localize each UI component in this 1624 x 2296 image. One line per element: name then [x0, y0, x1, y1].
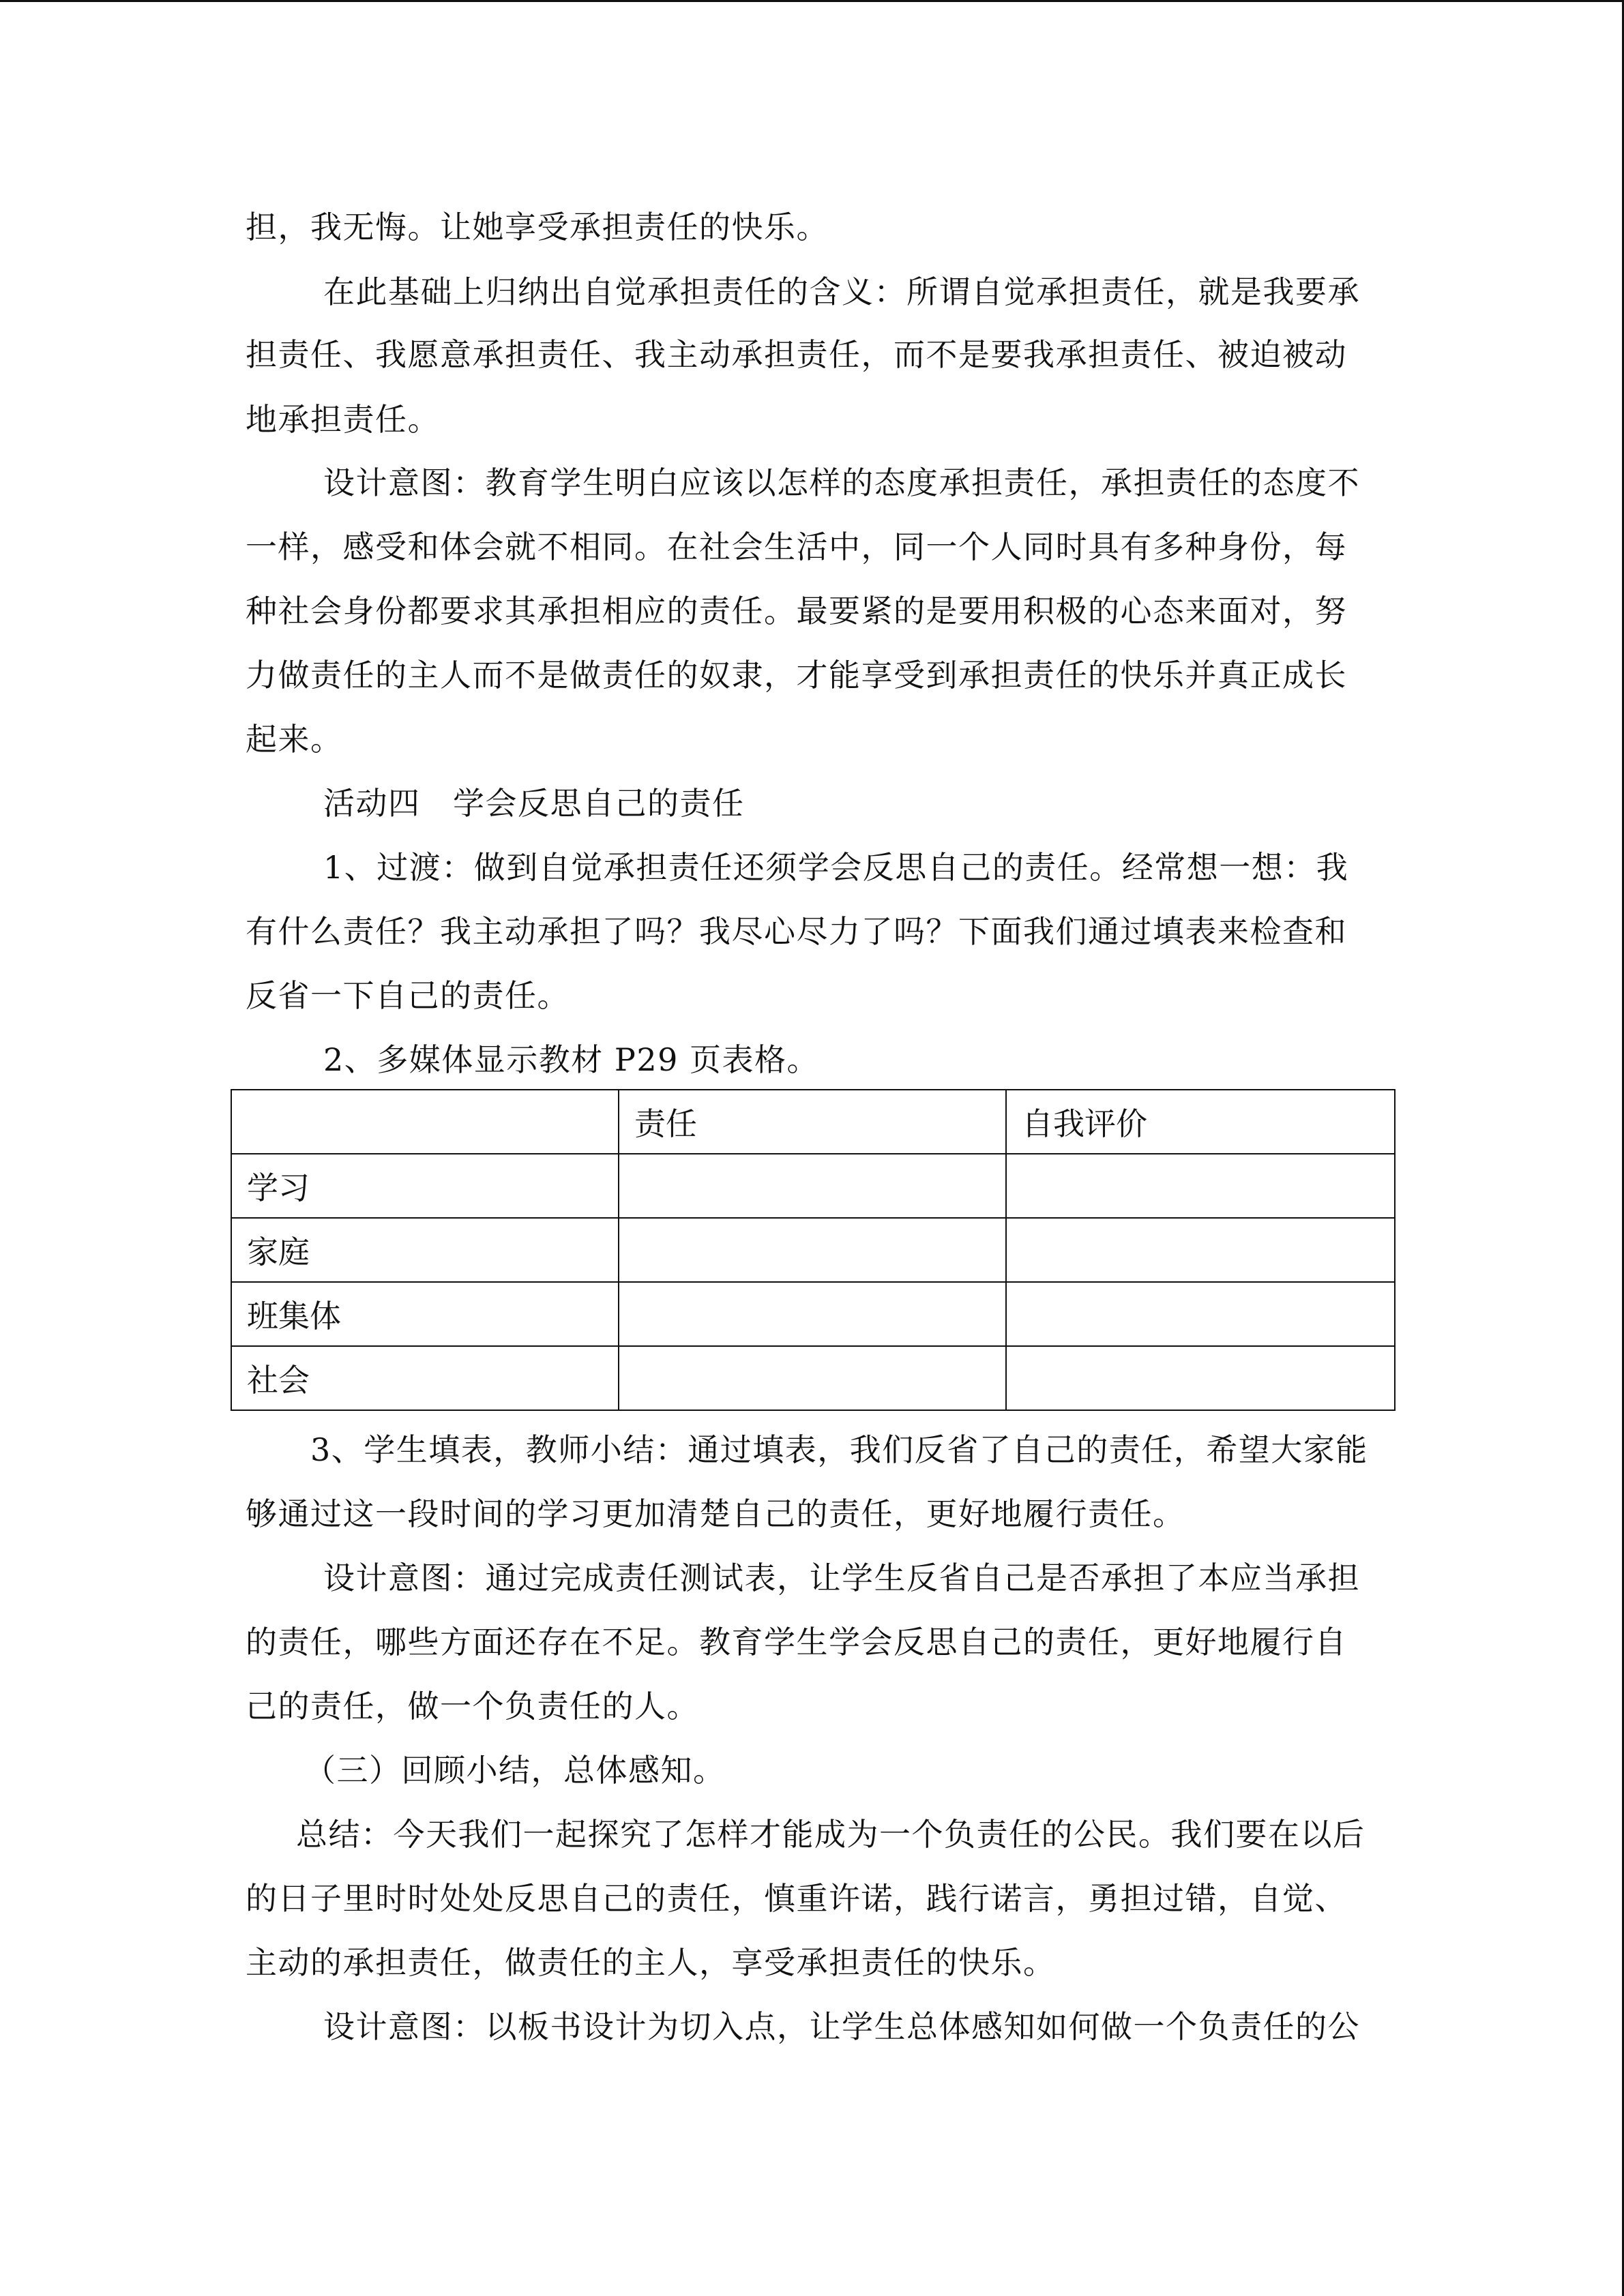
paragraph-line: 己的责任，做一个负责任的人。	[246, 1688, 699, 1725]
table-cell	[1006, 1282, 1395, 1346]
paragraph-line: 够通过这一段时间的学习更加清楚自己的责任，更好地履行责任。	[246, 1495, 1185, 1532]
paragraph-line: 设计意图：以板书设计为切入点，让学生总体感知如何做一个负责任的公	[323, 2008, 1360, 2045]
table-header-row	[231, 1090, 1395, 1154]
paragraph-line: 有什么责任？我主动承担了吗？我尽心尽力了吗？下面我们通过填表来检查和	[246, 913, 1347, 950]
table-row	[231, 1282, 1395, 1346]
table-row	[231, 1218, 1395, 1282]
paragraph-line: 起来。	[246, 721, 343, 758]
paragraph-line: 在此基础上归纳出自觉承担责任的含义：所谓自觉承担责任，就是我要承	[323, 273, 1360, 310]
paragraph-line: 主动的承担责任，做责任的主人，享受承担责任的快乐。	[246, 1944, 1056, 1981]
table-cell	[619, 1218, 1006, 1282]
table-cell	[619, 1154, 1006, 1218]
table-header-cell	[231, 1090, 619, 1154]
table-cell: 家庭	[231, 1218, 619, 1282]
table-cell: 学习	[231, 1154, 619, 1218]
section-heading: 活动四 学会反思自己的责任	[323, 785, 745, 822]
paragraph-line: 总结：今天我们一起探究了怎样才能成为一个负责任的公民。我们要在以后	[296, 1816, 1365, 1853]
paragraph-line: 设计意图：通过完成责任测试表，让学生反省自己是否承担了本应当承担	[323, 1560, 1360, 1596]
paragraph-line: 的责任，哪些方面还存在不足。教育学生学会反思自己的责任，更好地履行自	[246, 1624, 1347, 1660]
table-cell: 社会	[231, 1346, 619, 1410]
paragraph-line: 3、学生填表，教师小结：通过填表，我们反省了自己的责任，希望大家能	[310, 1431, 1368, 1468]
table-cell: 班集体	[231, 1282, 619, 1346]
table-row	[231, 1346, 1395, 1410]
paragraph-line: 担，我无悔。让她享受承担责任的快乐。	[246, 209, 829, 245]
table-header-cell: 自我评价	[1006, 1090, 1395, 1154]
table-row	[231, 1154, 1395, 1218]
page-border-top	[0, 0, 1624, 2]
table-header-cell: 责任	[619, 1090, 1006, 1154]
paragraph-line: 地承担责任。	[246, 401, 440, 438]
responsibility-table	[231, 1089, 1396, 1411]
paragraph-line: 的日子里时时处处反思自己的责任，慎重许诺，践行诺言，勇担过错，自觉、	[246, 1880, 1347, 1917]
table-cell	[1006, 1218, 1395, 1282]
table-cell	[619, 1282, 1006, 1346]
table-cell	[1006, 1154, 1395, 1218]
paragraph-line: 1、过渡：做到自觉承担责任还须学会反思自己的责任。经常想一想：我	[323, 849, 1349, 886]
paragraph-line: 反省一下自己的责任。	[246, 977, 570, 1014]
section-heading: （三）回顾小结，总体感知。	[304, 1752, 726, 1789]
table-cell	[619, 1346, 1006, 1410]
paragraph-line: 设计意图：教育学生明白应该以怎样的态度承担责任，承担责任的态度不	[323, 464, 1360, 501]
table-cell	[1006, 1346, 1395, 1410]
paragraph-line: 2、多媒体显示教材 P29 页表格。	[323, 1041, 819, 1078]
paragraph-line: 力做责任的主人而不是做责任的奴隶，才能享受到承担责任的快乐并真正成长	[246, 657, 1347, 694]
paragraph-line: 担责任、我愿意承担责任、我主动承担责任，而不是要我承担责任、被迫被动	[246, 336, 1347, 373]
paragraph-line: 种社会身份都要求其承担相应的责任。最要紧的是要用积极的心态来面对，努	[246, 593, 1347, 629]
paragraph-line: 一样，感受和体会就不相同。在社会生活中，同一个人同时具有多种身份，每	[246, 528, 1347, 565]
